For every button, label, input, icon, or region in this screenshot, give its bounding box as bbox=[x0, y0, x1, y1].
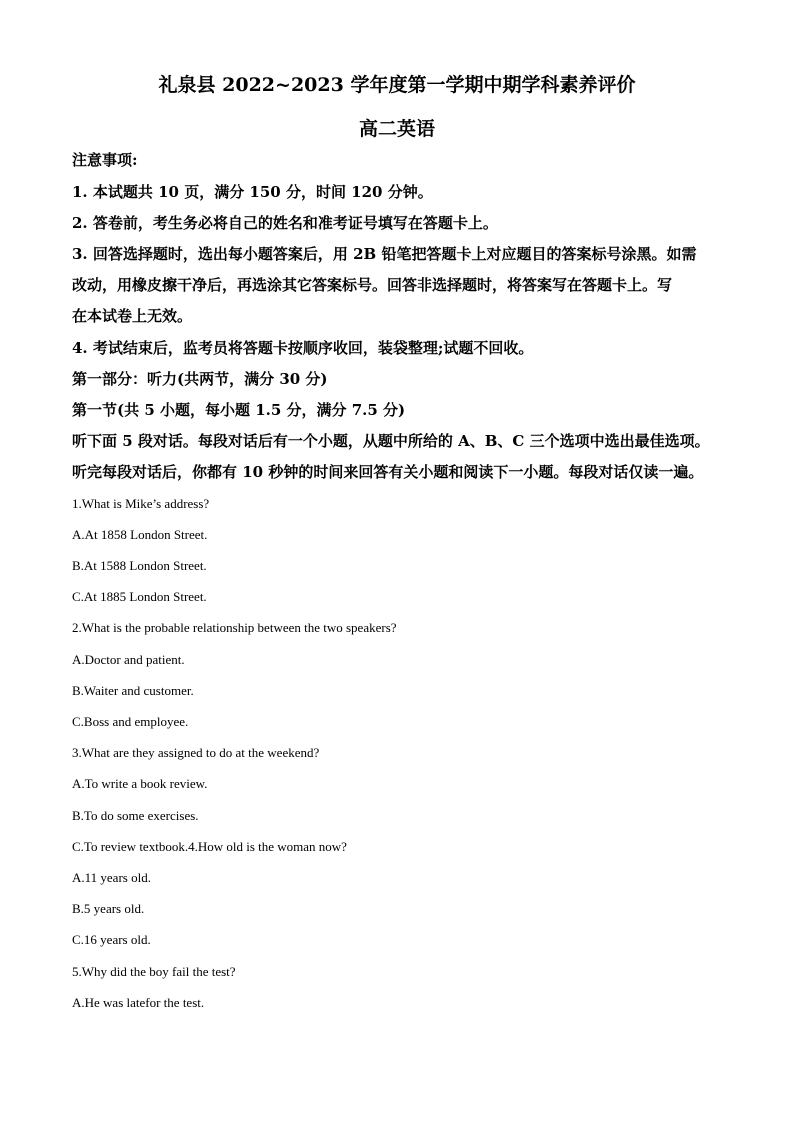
instruction-item-3-line-3: 在本试卷上无效。 bbox=[72, 307, 193, 325]
question-1-option-b: B.At 1588 London Street. bbox=[72, 558, 207, 573]
question-5: 5.Why did the boy fail the test? bbox=[72, 964, 236, 979]
exam-title: 礼泉县 2022~2023 学年度第一学期中期学科素养评价 bbox=[158, 74, 636, 96]
question-2-option-b: B.Waiter and customer. bbox=[72, 683, 194, 698]
question-3-option-b: B.To do some exercises. bbox=[72, 808, 199, 823]
instruction-item-1: 1. 本试题共 10 页，满分 150 分，时间 120 分钟。 bbox=[72, 183, 433, 201]
question-1-option-c: C.At 1885 London Street. bbox=[72, 589, 207, 604]
question-2-option-a: A.Doctor and patient. bbox=[72, 652, 185, 667]
question-2: 2.What is the probable relationship between the two speakers? bbox=[72, 620, 397, 635]
question-4-option-c: C.16 years old. bbox=[72, 932, 151, 947]
question-4-option-a: A.11 years old. bbox=[72, 870, 151, 885]
exam-subtitle: 高二英语 bbox=[358, 118, 435, 140]
directions-line-1: 听下面 5 段对话。每段对话后有一个小题，从题中所给的 A、B、C 三个选项中选出最佳选项。 bbox=[72, 432, 710, 450]
part1-heading: 第一部分：听力(共两节，满分 30 分) bbox=[72, 370, 328, 388]
section1-heading: 第一节(共 5 小题，每小题 1.5 分，满分 7.5 分) bbox=[72, 401, 406, 419]
instruction-item-4: 4. 考试结束后，监考员将答题卡按顺序收回，装袋整理;试题不回收。 bbox=[72, 339, 534, 357]
instructions-heading: 注意事项: bbox=[72, 151, 138, 169]
directions-line-2: 听完每段对话后，你都有 10 秒钟的时间来回答有关小题和阅读下一小题。每段对话仅读一遍。 bbox=[72, 463, 704, 481]
question-3-option-c-and-question-4: C.To review textbook.4.How old is the woman now? bbox=[72, 839, 347, 854]
question-5-option-a: A.He was latefor the test. bbox=[72, 995, 205, 1010]
question-4-option-b: B.5 years old. bbox=[72, 901, 145, 916]
question-3: 3.What are they assigned to do at the weekend? bbox=[72, 745, 320, 760]
question-1-option-a: A.At 1858 London Street. bbox=[72, 527, 208, 542]
instruction-item-3-line-2: 改动，用橡皮擦干净后，再选涂其它答案标号。回答非选择题时，将答案写在答题卡上。写 bbox=[72, 276, 673, 294]
instruction-item-3-line-1: 3. 回答选择题时，选出每小题答案后，用 2B 铅笔把答题卡上对应题目的答案标号涂黑。如需 bbox=[72, 245, 697, 263]
instruction-item-2: 2. 答卷前，考生务必将自己的姓名和准考证号填写在答题卡上。 bbox=[72, 214, 498, 232]
question-1: 1.What is Mike’s address? bbox=[72, 496, 210, 511]
question-2-option-c: C.Boss and employee. bbox=[72, 714, 189, 729]
question-3-option-a: A.To write a book review. bbox=[72, 776, 208, 791]
